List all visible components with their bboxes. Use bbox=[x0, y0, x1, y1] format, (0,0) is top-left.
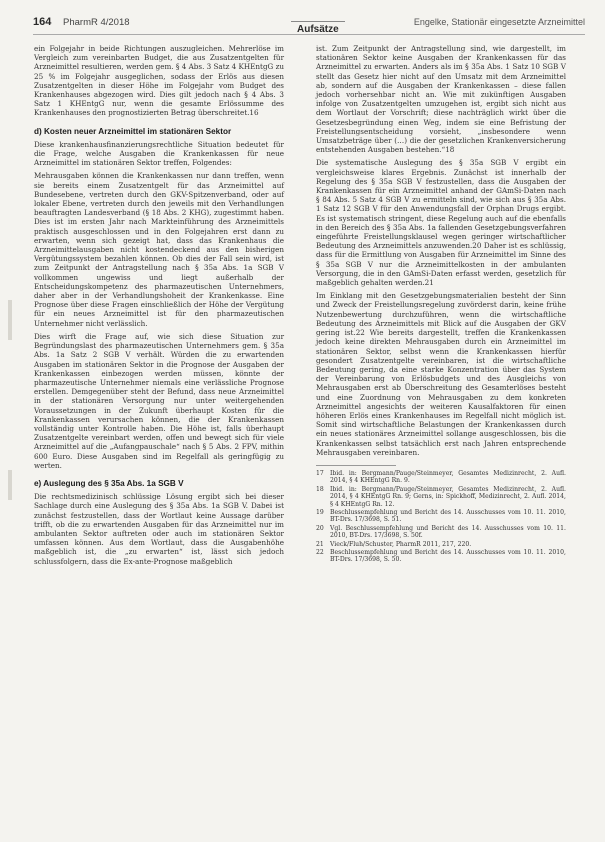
footnote bbox=[316, 525, 566, 540]
footnote-number: 18 bbox=[316, 485, 324, 493]
footnote-text: Vgl. Beschlussempfehlung und Bericht des 14. Ausschusses vom 10. 11. 2010, BT-Drs. 17/3698, S. 50f. bbox=[330, 524, 566, 540]
section-label: Aufsätze bbox=[291, 21, 345, 35]
footnote-text: Vieck/Fluh/Schuster, PharmR 2011, 217, 220. bbox=[330, 540, 472, 548]
paragraph: ist. Zum Zeitpunkt der Antragstellung sind, wie dargestellt, im stationären Sektor keine Ausgaben der Krankenkassen für das Arzneimittel zu erwarten. Anders als im § 35a Abs. 1 Satz 10 SGB V stellt das Gesetz hier nicht auf den Umsatz mit dem Arzneimittel ab, sondern auf die Ausgaben der Krankenkassen – diese fallen jedoch vorhersehbar nicht an. Wie mit zukünftigen Ausgaben infolge von Zusatzentgelten umzugehen ist, ergibt sich nicht aus dem Wortlaut der Vorschrift; diese nachträglich wirkt über die Gesetzesbegründung einen Weg, indem sie eine Befristung der Freistellungsentscheidung vorsieht, „insbesondere wenn Umsatzbeträge über (…) die der gesetzlichen Krankenversicherung entstehenden Ausgaben bestehen.“18 bbox=[316, 44, 566, 155]
scan-edge-mark bbox=[8, 300, 12, 340]
paragraph: Dies wirft die Frage auf, wie sich diese Situation zur Begründungslast des pharmazeutischen Unternehmers gem. § 35a Abs. 1a Satz 2 SGB V verhält. Würden die zu erwartenden Ausgaben im stationären Sektor in die Prognose der Ausgaben der Krankenkassen einbezogen werden müssen, könnte der pharmazeutische Unternehmer niemals eine verlässliche Prognose erstellen. Demgegenüber steht der Befund, dass neue Arzneimittel in der stationären Versorgung nur unter weitergehenden Voraussetzungen in der Zukunft überhaupt Kosten für die Krankenkassen verursachen können, die der Krankenkassen vollständig unter Kontrolle haben. Die Höhe ist, falls überhaupt Zusatzentgelte vereinbart werden, offen und bewegt sich für viele Arzneimittel auf die „Aufangpauschale“ nach § 5 Abs. 2 FPV, mithin 600 Euro. Diese Ausgaben sind im Regelfall als geringfügig zu werten. bbox=[34, 331, 284, 470]
footnote-number: 19 bbox=[316, 508, 324, 516]
footnote bbox=[316, 470, 566, 485]
right-column bbox=[316, 44, 566, 565]
page-header bbox=[33, 14, 585, 34]
section-heading: d) Kosten neuer Arzneimittel im stationären Sektor bbox=[34, 126, 232, 136]
section-heading: e) Auslegung des § 35a Abs. 1a SGB V bbox=[34, 478, 184, 488]
footnotes bbox=[316, 470, 566, 564]
paragraph: Mehrausgaben können die Krankenkassen nur dann treffen, wenn sie bereits einem Zusatzentgelt für das Arzneimittel auf Bundesebene, vertreten durch den GKV-Spitzenverband, oder auf lokaler Ebene, vertreten durch den jeweils mit den Verhandlungen beauftragten Landesverband (§ 18 Abs. 2 KHG), zugestimmt haben. Dies ist im ersten Jahr nach Markteinführung des Arzneimittels praktisch ausgeschlossen und in den Folgejahren erst dann zu erwarten, wenn sich gezeigt hat, dass das Krankenhaus die Arzneimittelausgaben nicht kostendeckend aus den bisherigen Vergütungssystem bezahlen können. Ob dies der Fall sein wird, ist zum Zeitpunkt der Antragstellung nach § 35a Abs. 1a SGB V vollkommen ungewiss und liegt außerhalb der Entscheidungskompetenz des pharmazeutischen Unternehmers, daher aber in der Verhandlungshoheit der Krankenkasse. Eine Prognose über diese Fragen einschließlich der Höhe der Vergütung für ein neues Arzneimittel ist für den pharmazeutischen Unternehmer nicht verlässlich. bbox=[34, 171, 284, 328]
footnote-number: 21 bbox=[316, 540, 324, 548]
footnote bbox=[316, 541, 566, 548]
footnote-text: Ibid. in: Bergmann/Pauge/Steinmeyer, Gesamtes Medizinrecht, 2. Aufl. 2014, § 4 KHEntgG Rn. 9; Gerns, in: Spickhoff, Medizinrecht, 2. Aufl. 2014, § 4 KHEntgG Rn. 12. bbox=[330, 485, 566, 508]
scan-edge-mark bbox=[8, 470, 12, 500]
footnote-text: Beschlussempfehlung und Bericht des 14. Ausschusses vom 10. 11. 2010, BT-Drs. 17/3698, S. 50. bbox=[330, 549, 566, 564]
journal-citation: PharmR 4/2018 bbox=[63, 17, 130, 28]
paragraph: ein Folgejahr in beide Richtungen auszugleichen. Mehrerlöse im Vergleich zum vereinbarten Budget, die aus Zusatzentgelten für Arzneimittel resultieren, werden gem. § 4 Abs. 3 Satz 4 KHEntgG zu 25 % im Folgejahr ausgeglichen, sodass der Erlös aus diesen Zusatzentgelten in dieser Höhe im Folgejahr vom Budget des Krankenhauses abgezogen wird. Dies gilt jedoch nach § 4 Abs. 3 Satz 1 KHEntgG nur, wenn die gesamte Erlössumme des Krankenhauses den prognostizierten Betrag überschreitet.16 bbox=[34, 44, 284, 118]
footnote bbox=[316, 549, 566, 564]
footnote-number: 20 bbox=[316, 524, 324, 532]
left-column bbox=[34, 44, 284, 570]
footnote bbox=[316, 509, 566, 524]
paragraph: Im Einklang mit den Gesetzgebungsmaterialien besteht der Sinn und Zweck der Freistellungsregelung zuvörderst darin, keine frühe Nutzenbewertung durchzuführen, wenn die wirtschaftliche Bedeutung des Arzneimittels mit Blick auf die Ausgaben der GKV gering ist.22 Wie bereits dargestellt, treffen die Krankenkassen jedoch keine direkten Mehrausgaben durch ein Arzneimittel im stationären Sektor, selbst wenn die Krankenkassen hierfür gesondert Zusatzentgelte vereinbaren, ist die wirtschaftliche Bedeutung gering, da eine starke Konzentration über das System der Vereinbarung von Erlösbudgets und des Ausgleichs von Mehrausgaben erst ab Überschreitung des Gesamterlöses besteht und eine Zuordnung von Mehrausgaben zu dem konkreten Arzneimittel angesichts der weiteren Kausalfaktoren für einen höheren Erlös eines Krankenhauses im Regelfall nicht möglich ist. Somit sind wirtschaftliche Belastungen der Krankenkassen durch ein neues stationäres Arzneimittel sollange ausgeschlossen, bis die Krankenkassen selbst tatsächlich erst nach Jahren entsprechende Mehrausgaben vereinbaren. bbox=[316, 291, 566, 457]
paragraph: Die systematische Auslegung des § 35a SGB V ergibt ein vergleichsweise klares Ergebnis. Zunächst ist innerhalb der Regelung des § 35a SGB V festzustellen, dass die Ausgaben der Krankenkassen für ein Arzneimittel anhand der GAmSi-Daten nach § 84 Abs. 5 Satz 4 SGB V zu ermitteln sind, wie sich aus § 35a Abs. 1 Satz 12 SGB V für den Anwendungsfall der Orphan Drugs ergibt. Es ist systematisch stringent, diese Regelung auch auf die ebenfalls in den Bereich des § 35a Abs. 1a fallenden Gesetzgebungsverfahren eingeführte Freistellungsklausel wegen geringer wirtschaftlicher Bedeutung des Arzneimittels anzuwenden.20 Daher ist es schlüssig, dass für die Ermittlung von Ausgaben für Arzneimittel im Sinne des § 35a SGB V nur die Arzneimittelkosten in der ambulanten Versorgung, die in den GAmSi-Daten erfasst werden, gesetzlich für maßgeblich gehalten werden.21 bbox=[316, 158, 566, 288]
header-rule bbox=[33, 34, 585, 35]
footnote bbox=[316, 486, 566, 508]
page-number: 164 bbox=[33, 16, 52, 28]
footnote-rule bbox=[316, 465, 396, 466]
paragraph: Diese krankenhausfinanzierungsrechtliche Situation bedeutet für die Frage, welche Ausgaben die Krankenkassen für neue Arzneimittel im stationären Sektor treffen, Folgendes: bbox=[34, 139, 284, 168]
footnote-number: 22 bbox=[316, 549, 324, 556]
footnote-number: 17 bbox=[316, 469, 324, 477]
footnote-text: Beschlussempfehlung und Bericht des 14. Ausschusses vom 10. 11. 2010, BT-Drs. 17/3698, S. 51. bbox=[330, 508, 566, 524]
running-title: Engelke, Stationär eingesetzte Arzneimittel bbox=[413, 17, 585, 27]
paragraph: Die rechtsmedizinisch schlüssige Lösung ergibt sich bei dieser Sachlage durch eine Auslegung des § 35a Abs. 1a SGB V. Dabei ist zunächst festzustellen, dass der Wortlaut keine Aussage darüber trifft, ob die zu erwartenden Ausgaben für das Arzneimittel nur im ambulanten Sektor auftreten oder auch im stationären Sektor umfassen können. Aus dem Wortlaut, dass die Ausgabenhöhe maßgeblich ist, die „zu erwarten“ ist, lässt sich jedoch schlussfolgern, dass die Ex-ante-Prognose maßgeblich bbox=[34, 492, 284, 566]
footnote-text: Ibid. in: Bergmann/Pauge/Steinmeyer, Gesamtes Medizinrecht, 2. Aufl. 2014, § 4 KHEntgG Rn. 9. bbox=[330, 469, 566, 485]
